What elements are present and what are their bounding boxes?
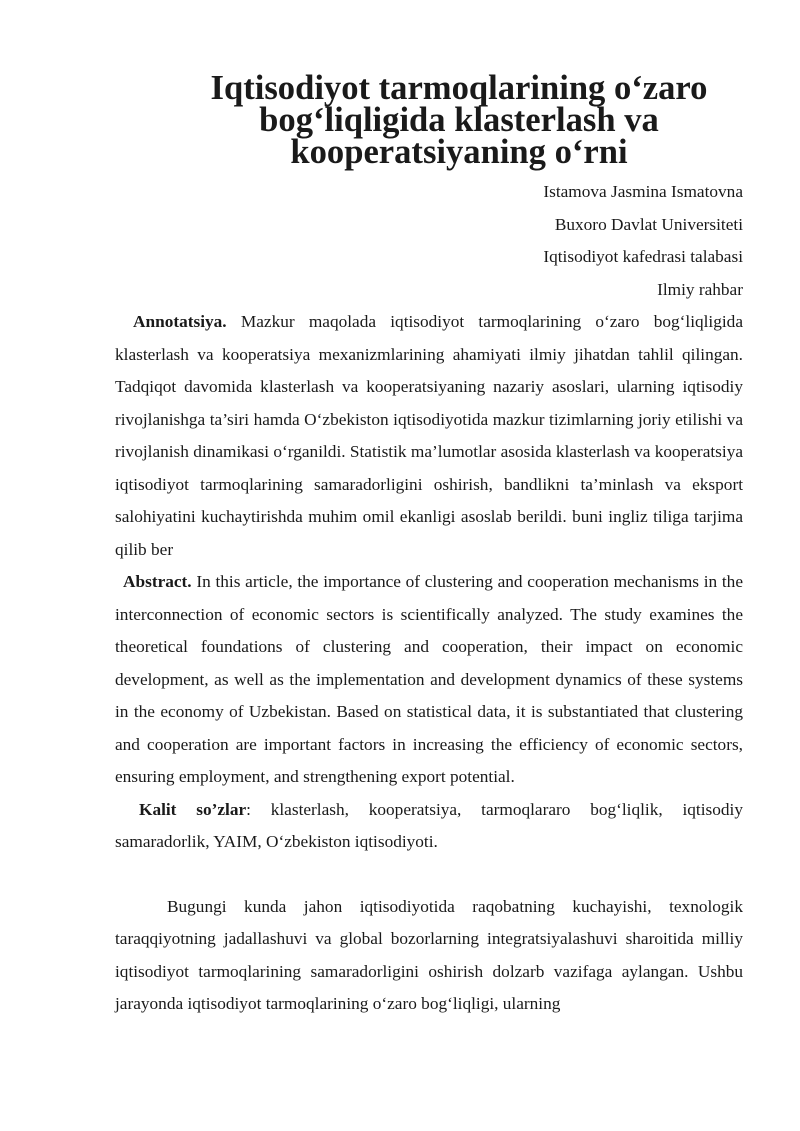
abstract-text: In this article, the importance of clustering and cooperation mechanisms in the interconnection of economic sectors is scientifically analyzed. The study examines the theoretical foundations of clustering and cooperation, their impact on economic development, as well as the implementation and development dynamics of these systems in the economy of Uzbekistan. Based on statistical data, it is substantiated that clustering and cooperation are important factors in increasing the efficiency of economic sectors, ensuring employment, and strengthening export potential. (115, 572, 743, 786)
body-paragraph-1: Bugungi kunda jahon iqtisodiyotida raqobatning kuchayishi, texnologik taraqqiyotning jadallashuvi va global bozorlarning integratsiyalashuvi sharoitida milliy iqtisodiyot tarmoqlarining samaradorligini oshirish dolzarb vazifaga aylangan. Ushbu jarayonda iqtisodiyot tarmoqlarining o‘zaro bog‘liqligi, ularning (115, 896, 743, 1013)
author-name: Istamova Jasmina Ismatovna (543, 182, 743, 201)
paper-title (115, 69, 743, 171)
annotation-text: Mazkur maqolada iqtisodiyot tarmoqlarining o‘zaro bog‘liqligida klasterlash va kooperatsiya mexanizmlarining ahamiyati ilmiy jihatdan tahlil qilingan. Tadqiqot davomida klasterlash va kooperatsiyaning nazariy asoslari, ularning iqtisodiy rivojlanishga ta’siri hamda O‘zbekiston iqtisodiyotida mazkur tizimlarning joriy etilishi va rivojlanish dinamikasi o‘rganildi. Statistik ma’lumotlar asosida klasterlash va kooperatsiya iqtisodiyot tarmoqlarining samaradorligini oshirish, bandlikni ta’minlash va eksport salohiyatini kuchaytirishda muhim omil ekanligi asoslab berildi. buni ingliz tiliga tarjima qilib ber (115, 312, 743, 559)
abstract-paragraph (115, 566, 743, 794)
author-university: Buxoro Davlat Universiteti (554, 214, 743, 234)
annotation-label: Annotatsiya. (133, 312, 227, 331)
abstract-label: Abstract. (123, 572, 192, 591)
keywords-label: Kalit so’zlar (139, 799, 247, 819)
document-page (115, 69, 743, 1021)
author-block (115, 176, 743, 306)
author-supervisor: Ilmiy rahbar (657, 279, 743, 299)
keywords-paragraph (115, 794, 743, 859)
paper-title-line-2: kooperatsiyaning o‘rni (290, 133, 628, 171)
keywords-text: : klasterlash, kooperatsiya, tarmoqlararo bog‘liqlik, iqtisodiy samaradorlik, YAIM, O‘zbekiston iqtisodiyoti. (115, 799, 743, 851)
annotation-paragraph (115, 306, 743, 566)
author-department: Iqtisodiyot kafedrasi talabasi (543, 247, 743, 266)
paper-title-line-1: Iqtisodiyot tarmoqlarining o‘zaro bog‘liqligida klasterlash va (210, 69, 708, 139)
